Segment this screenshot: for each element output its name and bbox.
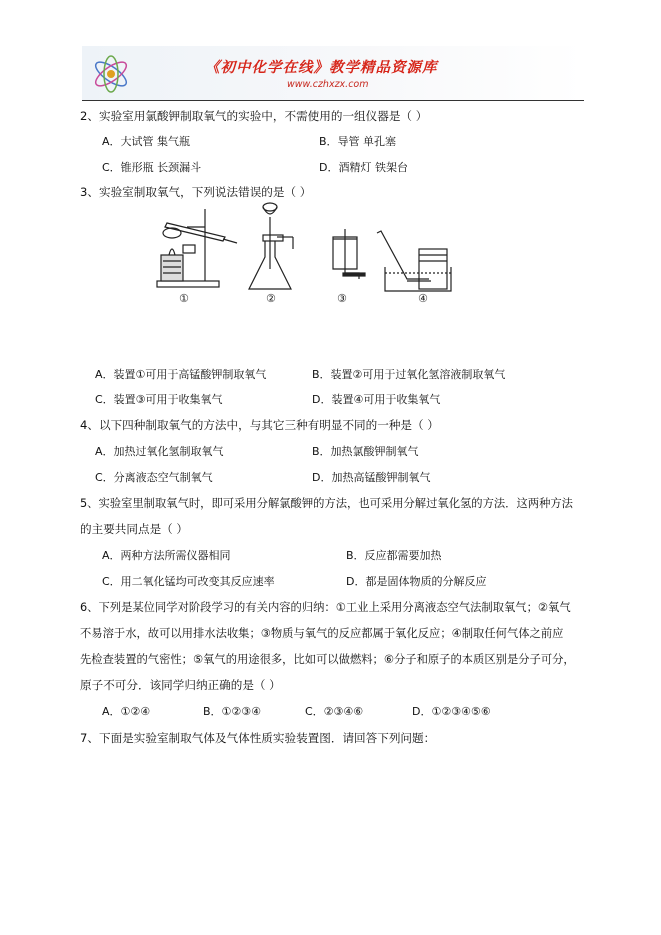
q5-option-d: D．都是固体物质的分解反应 <box>346 575 487 588</box>
q6-stem-line1: 6、下列是某位同学对阶段学习的有关内容的归纳：①工业上采用分离液态空气法制取氧气；②氧气 <box>80 601 571 614</box>
q3-stem: 3、实验室制取氧气，下列说法错误的是（ ） <box>80 185 312 199</box>
header-divider <box>82 100 584 101</box>
q5-stem-line2: 的主要共同点是（ ） <box>80 522 189 536</box>
q5-option-c: C．用二氧化锰均可改变其反应速率 <box>102 575 275 588</box>
q2-option-d: D．酒精灯 铁架台 <box>319 161 408 174</box>
q3-option-d: D．装置④可用于收集氧气 <box>312 393 441 406</box>
q4-option-a: A．加热过氧化氢制取氧气 <box>95 445 224 458</box>
apparatus-2-flask <box>249 203 293 289</box>
q2-option-c: C．锥形瓶 长颈漏斗 <box>102 161 202 174</box>
q6-option-b: B．①②③④ <box>203 705 261 718</box>
q2-option-a: A．大试管 集气瓶 <box>102 135 191 148</box>
apparatus-4-water-trough <box>377 231 451 291</box>
q5-option-b: B．反应都需要加热 <box>346 549 442 562</box>
q6-stem-line2: 不易溶于水，故可以用排水法收集；③物质与氧气的反应都属于氧化反应；④制取任何气体之前应 <box>80 627 564 640</box>
atom-logo-icon <box>88 52 134 96</box>
q6-stem-line4: 原子不可分．该同学归纳正确的是（ ） <box>80 678 281 692</box>
q6-stem-line3: 先检查装置的气密性；⑤氧气的用途很多，比如可以做燃料；⑥分子和原子的本质区别是分子可分， <box>80 653 575 666</box>
q4-option-d: D．加热高锰酸钾制氧气 <box>312 471 431 484</box>
q7-stem: 7、下面是实验室制取气体及气体性质实验装置图．请回答下列问题： <box>80 731 436 745</box>
q6-option-d: D．①②③④⑤⑥ <box>412 705 491 718</box>
q3-option-c: C．装置③可用于收集氧气 <box>95 393 223 406</box>
q4-option-c: C．分离液态空气制氧气 <box>95 471 213 484</box>
q3-apparatus-figure <box>145 199 475 307</box>
apparatus-3-collection-bottle <box>333 229 365 279</box>
figure-label-3: ③ <box>337 292 347 305</box>
q2-stem: 2、实验室用氯酸钾制取氧气的实验中，不需使用的一组仪器是（ ） <box>80 109 428 123</box>
figure-label-4: ④ <box>418 292 428 305</box>
q6-option-a: A．①②④ <box>102 705 151 718</box>
apparatus-1-heating-tube <box>157 209 237 287</box>
figure-label-1: ① <box>179 292 189 305</box>
header-url: www.czhxzx.com <box>287 79 369 90</box>
q4-option-b: B．加热氯酸钾制氧气 <box>312 445 419 458</box>
header-title: 《初中化学在线》教学精品资源库 <box>205 59 438 76</box>
q3-option-b: B．装置②可用于过氧化氢溶液制取氧气 <box>312 368 506 381</box>
q5-option-a: A．两种方法所需仪器相同 <box>102 549 231 562</box>
q2-option-b: B．导管 单孔塞 <box>319 135 397 148</box>
q4-stem: 4、以下四种制取氧气的方法中，与其它三种有明显不同的一种是（ ） <box>80 418 439 432</box>
figure-label-2: ② <box>266 292 276 305</box>
q3-option-a: A．装置①可用于高锰酸钾制取氧气 <box>95 368 267 381</box>
q6-option-c: C．②③④⑥ <box>305 705 364 718</box>
q5-stem-line1: 5、实验室里制取氧气时，即可采用分解氯酸钾的方法，也可采用分解过氧化氢的方法．这两种方法 <box>80 497 573 510</box>
